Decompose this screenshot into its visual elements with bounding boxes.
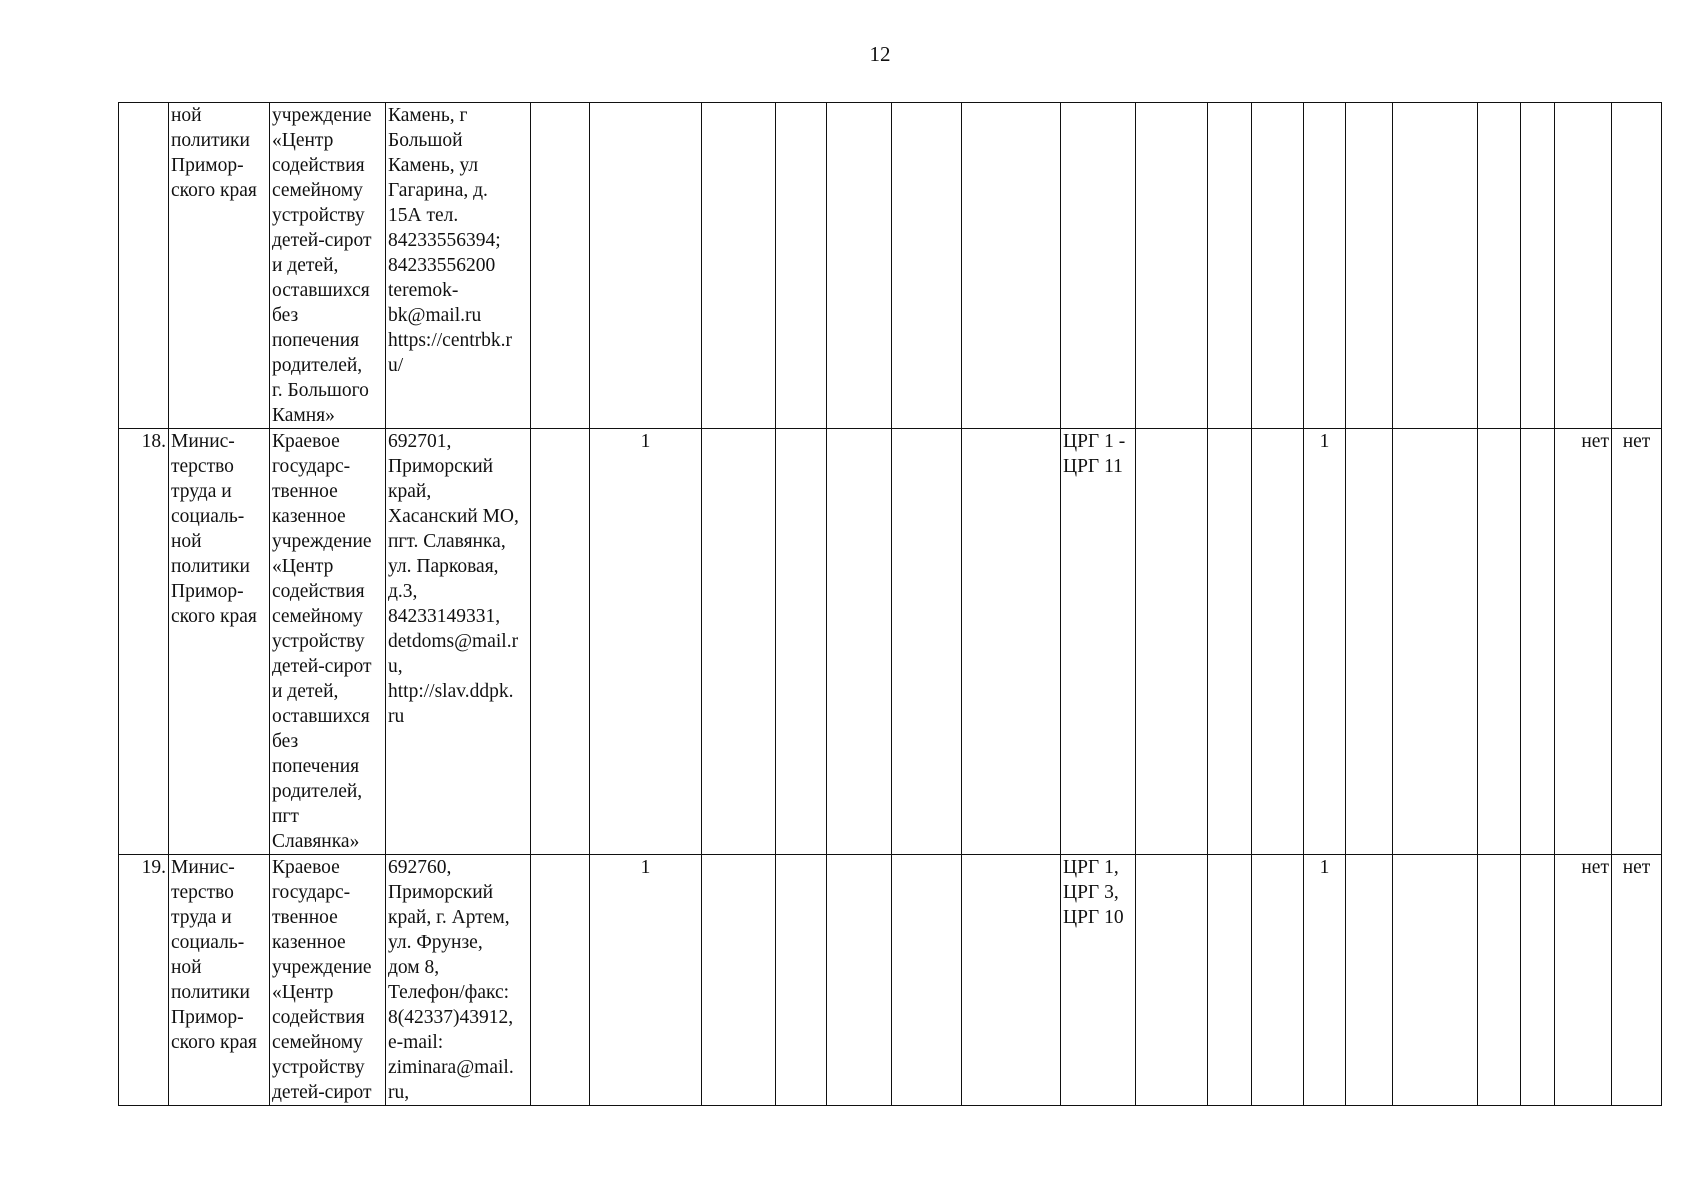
empty-cell	[776, 429, 827, 855]
flag-cell	[1555, 103, 1612, 429]
address-cell: 692760, Приморский край, г. Артем, ул. Фрунзе, дом 8, Телефон/факс: 8(42337)43912, e-mail: ziminara@mail. ru,	[386, 855, 531, 1106]
ministry-cell: Минис- терство труда и социаль- ной политики Примор- ского края	[169, 855, 270, 1106]
count-cell: 1	[590, 855, 702, 1106]
crg-cell: ЦРГ 1 - ЦРГ 11	[1061, 429, 1136, 855]
empty-cell	[1521, 855, 1555, 1106]
empty-cell	[1208, 103, 1252, 429]
empty-cell	[1136, 855, 1208, 1106]
empty-cell	[892, 855, 962, 1106]
empty-cell	[531, 855, 590, 1106]
empty-cell	[1393, 429, 1478, 855]
count-cell: 1	[1304, 429, 1346, 855]
table-row	[119, 103, 1662, 429]
empty-cell	[1393, 103, 1478, 429]
empty-cell	[962, 855, 1061, 1106]
table-row	[119, 855, 1662, 1106]
empty-cell	[776, 103, 827, 429]
institution-cell: учреждение «Центр содействия семейному устройству детей-сирот и детей, оставшихся без попечения родителей, г. Большого Камня»	[270, 103, 386, 429]
flag-cell: нет	[1612, 855, 1662, 1106]
address-cell: Камень, г Большой Камень, ул Гагарина, д. 15А тел. 84233556394; 84233556200 teremok- bk@mail.ru https://centrbk.r u/	[386, 103, 531, 429]
flag-cell: нет	[1555, 429, 1612, 855]
empty-cell	[1346, 103, 1393, 429]
count-cell: 1	[590, 429, 702, 855]
empty-cell	[776, 855, 827, 1106]
crg-cell	[1061, 103, 1136, 429]
flag-cell	[1612, 103, 1662, 429]
empty-cell	[531, 103, 590, 429]
institution-cell: Краевое государс- твенное казенное учреждение «Центр содействия семейному устройству детей-сирот и детей, оставшихся без попечения родителей, пгт Славянка»	[270, 429, 386, 855]
empty-cell	[1252, 855, 1304, 1106]
ministry-cell: ной политики Примор- ского края	[169, 103, 270, 429]
empty-cell	[1478, 103, 1521, 429]
empty-cell	[702, 855, 776, 1106]
empty-cell	[1136, 429, 1208, 855]
address-cell: 692701, Приморский край, Хасанский МО, пгт. Славянка, ул. Парковая, д.3, 84233149331, detdoms@mail.r u, http://slav.ddpk. ru	[386, 429, 531, 855]
empty-cell	[962, 103, 1061, 429]
empty-cell	[962, 429, 1061, 855]
empty-cell	[1252, 429, 1304, 855]
flag-cell: нет	[1555, 855, 1612, 1106]
count-cell	[1304, 103, 1346, 429]
count-cell: 1	[1304, 855, 1346, 1106]
institution-cell: Краевое государс- твенное казенное учреждение «Центр содействия семейному устройству детей-сирот	[270, 855, 386, 1106]
empty-cell	[702, 103, 776, 429]
empty-cell	[892, 429, 962, 855]
empty-cell	[1521, 429, 1555, 855]
empty-cell	[827, 855, 892, 1106]
ministry-cell: Минис- терство труда и социаль- ной политики Примор- ского края	[169, 429, 270, 855]
empty-cell	[1208, 429, 1252, 855]
empty-cell	[827, 429, 892, 855]
row-number	[119, 103, 169, 429]
empty-cell	[1393, 855, 1478, 1106]
empty-cell	[1136, 103, 1208, 429]
empty-cell	[1346, 429, 1393, 855]
empty-cell	[1478, 855, 1521, 1106]
empty-cell	[1346, 855, 1393, 1106]
empty-cell	[892, 103, 962, 429]
count-cell	[590, 103, 702, 429]
empty-cell	[1521, 103, 1555, 429]
empty-cell	[1208, 855, 1252, 1106]
flag-cell: нет	[1612, 429, 1662, 855]
row-number: 19.	[119, 855, 169, 1106]
page-number: 12	[869, 42, 891, 66]
data-table	[118, 102, 1662, 1106]
table-row	[119, 429, 1662, 855]
crg-cell: ЦРГ 1, ЦРГ 3, ЦРГ 10	[1061, 855, 1136, 1106]
empty-cell	[702, 429, 776, 855]
row-number: 18.	[119, 429, 169, 855]
empty-cell	[1478, 429, 1521, 855]
empty-cell	[531, 429, 590, 855]
empty-cell	[827, 103, 892, 429]
empty-cell	[1252, 103, 1304, 429]
